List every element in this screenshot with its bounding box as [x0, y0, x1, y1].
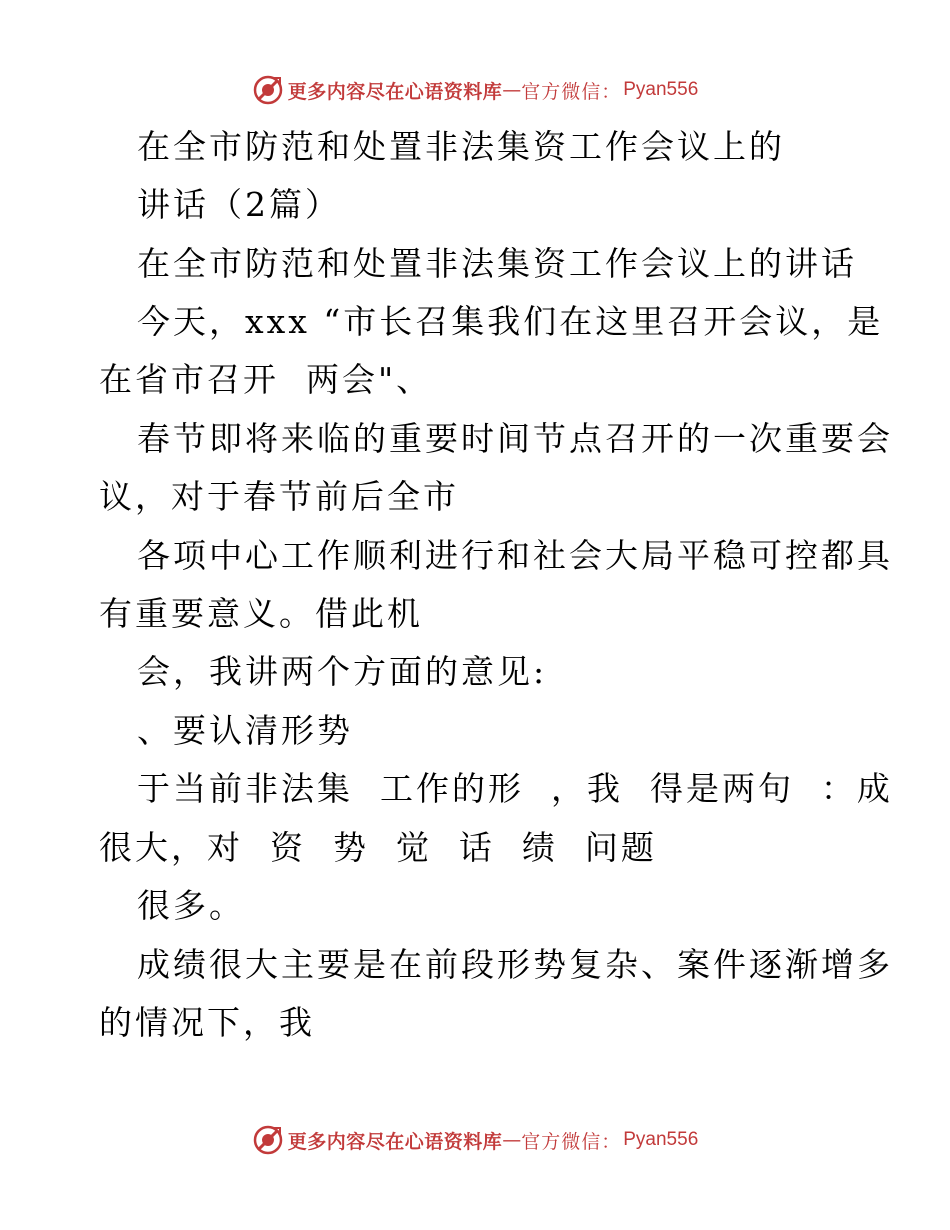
body-line: 在省市召开 两会"、 [99, 360, 433, 399]
brand-logo-icon [252, 1124, 284, 1156]
watermark-wechat-id: Pyan556 [623, 1129, 699, 1150]
watermark-title: 更多内容尽在心语资料库 [287, 80, 503, 103]
body-line: 今天，xxx “市长召集我们在这里召开会议，是 [137, 302, 884, 341]
body-line: 会，我讲两个方面的意见: [137, 652, 548, 691]
body-line: 春节即将来临的重要时间节点召开的一次重要会 [137, 419, 893, 458]
title-line-1: 在全市防范和处置非法集资工作会议上的 [137, 127, 785, 166]
watermark-title: 更多内容尽在心语资料库 [287, 1130, 503, 1153]
watermark-dash: — [502, 79, 522, 101]
watermark-official-label: 官方微信： [521, 80, 622, 103]
body-line: 议，对于春节前后全市 [99, 477, 459, 516]
section-heading: 、要认清形势 [137, 711, 353, 750]
body-line: 各项中心工作顺利进行和社会大局平稳可控都具 [137, 536, 893, 575]
footer-watermark [0, 1120, 950, 1160]
watermark-official-label: 官方微信： [521, 1130, 622, 1153]
watermark-wechat-id: Pyan556 [623, 79, 699, 100]
brand-logo-icon [252, 74, 284, 106]
body-line: 在全市防范和处置非法集资工作会议上的讲话 [137, 244, 857, 283]
body-line: 成绩很大主要是在前段形势复杂、案件逐渐增多 [137, 945, 893, 984]
watermark-dash: — [502, 1129, 522, 1151]
body-line: 的情况下，我 [99, 1003, 315, 1042]
body-line: 于当前非法集 工作的形 ，我 得是两句 ：成 [137, 769, 893, 808]
body-line: 很多。 [137, 886, 245, 925]
title-line-2: 讲话（2篇） [137, 185, 341, 224]
body-line: 很大，对 资 势 觉 话 绩 问题 [99, 828, 657, 867]
body-line: 有重要意义。借此机 [99, 594, 423, 633]
header-watermark [0, 70, 950, 110]
